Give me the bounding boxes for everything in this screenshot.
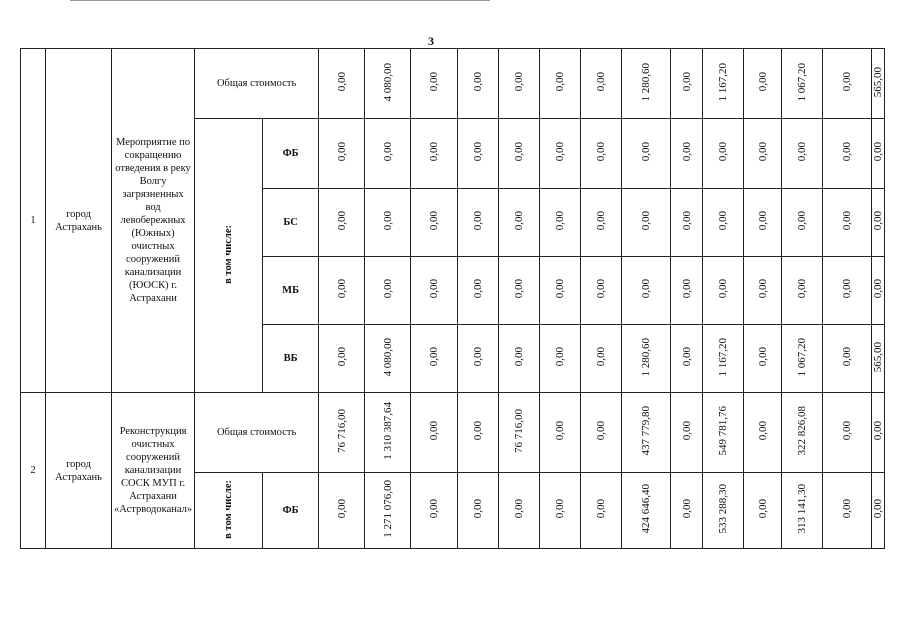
value-cell: 0,00 xyxy=(671,119,703,189)
value-cell: 4 080,00 xyxy=(365,49,411,119)
value-cell: 0,00 xyxy=(319,189,365,257)
value-cell: 0,00 xyxy=(872,473,885,549)
value-cell: 0,00 xyxy=(458,325,499,393)
value-cell: 565,00 xyxy=(872,49,885,119)
value-cell: 76 716,00 xyxy=(499,393,540,473)
scan-top-line xyxy=(70,0,490,1)
value-cell: 0,00 xyxy=(499,119,540,189)
value-cell: 0,00 xyxy=(458,189,499,257)
value-cell: 0,00 xyxy=(782,119,823,189)
value-cell: 1 280,60 xyxy=(622,325,671,393)
general-cost-label: Общая стоимость xyxy=(195,393,319,473)
value-cell: 1 167,20 xyxy=(703,49,744,119)
value-cell: 0,00 xyxy=(622,119,671,189)
value-cell: 0,00 xyxy=(823,325,872,393)
value-cell: 0,00 xyxy=(671,473,703,549)
value-cell: 0,00 xyxy=(411,119,458,189)
funding-source-label: ФБ xyxy=(263,119,319,189)
value-cell: 0,00 xyxy=(703,189,744,257)
funding-source-label: МБ xyxy=(263,257,319,325)
value-cell: 533 288,30 xyxy=(703,473,744,549)
value-cell: 0,00 xyxy=(671,325,703,393)
funding-source-label: ФБ xyxy=(263,473,319,549)
value-cell: 0,00 xyxy=(581,325,622,393)
value-cell: 0,00 xyxy=(458,393,499,473)
city-cell: город Астрахань xyxy=(46,393,112,549)
value-cell: 0,00 xyxy=(581,473,622,549)
value-cell: 0,00 xyxy=(703,119,744,189)
value-cell: 1 167,20 xyxy=(703,325,744,393)
table-row xyxy=(21,393,885,473)
value-cell: 437 779,80 xyxy=(622,393,671,473)
value-cell: 0,00 xyxy=(622,257,671,325)
value-cell: 0,00 xyxy=(499,257,540,325)
value-cell: 313 141,30 xyxy=(782,473,823,549)
value-cell: 0,00 xyxy=(365,257,411,325)
value-cell: 0,00 xyxy=(540,119,581,189)
value-cell: 0,00 xyxy=(703,257,744,325)
value-cell: 0,00 xyxy=(411,325,458,393)
value-cell: 0,00 xyxy=(411,189,458,257)
value-cell: 0,00 xyxy=(411,49,458,119)
value-cell: 0,00 xyxy=(744,325,782,393)
value-cell: 0,00 xyxy=(319,49,365,119)
value-cell: 0,00 xyxy=(458,49,499,119)
value-cell: 0,00 xyxy=(458,473,499,549)
value-cell: 0,00 xyxy=(622,189,671,257)
value-cell: 0,00 xyxy=(823,473,872,549)
value-cell: 0,00 xyxy=(823,119,872,189)
value-cell: 0,00 xyxy=(744,189,782,257)
value-cell: 0,00 xyxy=(499,473,540,549)
value-cell: 0,00 xyxy=(540,325,581,393)
value-cell: 0,00 xyxy=(782,189,823,257)
value-cell: 0,00 xyxy=(823,393,872,473)
including-label: в том числе: xyxy=(195,473,263,549)
value-cell: 565,00 xyxy=(872,325,885,393)
value-cell: 0,00 xyxy=(411,257,458,325)
funding-source-label: ВБ xyxy=(263,325,319,393)
table-row xyxy=(21,49,885,119)
funding-source-label: БС xyxy=(263,189,319,257)
including-label: в том числе: xyxy=(195,119,263,393)
value-cell: 0,00 xyxy=(319,473,365,549)
value-cell: 0,00 xyxy=(540,473,581,549)
row-number: 2 xyxy=(21,393,46,549)
value-cell: 0,00 xyxy=(872,257,885,325)
measure-name: Мероприятие по сокращению отведения в реку Волгу загрязненных вод левобережных (Южных) очистных сооружений канализации (ЮОСК) г. Астрахани xyxy=(112,49,195,393)
value-cell: 0,00 xyxy=(540,189,581,257)
value-cell: 0,00 xyxy=(319,119,365,189)
value-cell: 0,00 xyxy=(319,257,365,325)
value-cell: 1 271 076,00 xyxy=(365,473,411,549)
value-cell: 1 280,60 xyxy=(622,49,671,119)
value-cell: 0,00 xyxy=(744,49,782,119)
value-cell: 0,00 xyxy=(744,393,782,473)
value-cell: 0,00 xyxy=(365,189,411,257)
value-cell: 322 826,08 xyxy=(782,393,823,473)
value-cell: 0,00 xyxy=(744,257,782,325)
value-cell: 0,00 xyxy=(499,49,540,119)
value-cell: 0,00 xyxy=(823,257,872,325)
value-cell: 424 646,40 xyxy=(622,473,671,549)
value-cell: 0,00 xyxy=(782,257,823,325)
value-cell: 0,00 xyxy=(411,473,458,549)
value-cell: 0,00 xyxy=(872,393,885,473)
value-cell: 0,00 xyxy=(744,119,782,189)
value-cell: 0,00 xyxy=(458,257,499,325)
value-cell: 0,00 xyxy=(540,393,581,473)
value-cell: 0,00 xyxy=(823,49,872,119)
value-cell: 0,00 xyxy=(365,119,411,189)
value-cell: 0,00 xyxy=(458,119,499,189)
general-cost-label: Общая стоимость xyxy=(195,49,319,119)
value-cell: 0,00 xyxy=(671,49,703,119)
value-cell: 0,00 xyxy=(671,257,703,325)
value-cell: 0,00 xyxy=(872,189,885,257)
value-cell: 0,00 xyxy=(540,49,581,119)
value-cell: 1 310 387,64 xyxy=(365,393,411,473)
value-cell: 0,00 xyxy=(499,189,540,257)
value-cell: 0,00 xyxy=(671,393,703,473)
value-cell: 76 716,00 xyxy=(319,393,365,473)
value-cell: 0,00 xyxy=(671,189,703,257)
value-cell: 0,00 xyxy=(581,189,622,257)
value-cell: 0,00 xyxy=(540,257,581,325)
measure-name: Реконструкция очистных сооружений канализации СОСК МУП г. Астрахани «Астрводоканал» xyxy=(112,393,195,549)
value-cell: 0,00 xyxy=(581,119,622,189)
value-cell: 0,00 xyxy=(744,473,782,549)
value-cell: 0,00 xyxy=(581,49,622,119)
value-cell: 1 067,20 xyxy=(782,49,823,119)
value-cell: 0,00 xyxy=(319,325,365,393)
value-cell: 0,00 xyxy=(411,393,458,473)
value-cell: 4 080,00 xyxy=(365,325,411,393)
value-cell: 0,00 xyxy=(499,325,540,393)
value-cell: 0,00 xyxy=(581,393,622,473)
value-cell: 0,00 xyxy=(872,119,885,189)
budget-table xyxy=(20,48,885,549)
page-number: 3 xyxy=(428,34,434,48)
row-number: 1 xyxy=(21,49,46,393)
value-cell: 0,00 xyxy=(581,257,622,325)
value-cell: 0,00 xyxy=(823,189,872,257)
city-cell: город Астрахань xyxy=(46,49,112,393)
value-cell: 549 781,76 xyxy=(703,393,744,473)
value-cell: 1 067,20 xyxy=(782,325,823,393)
